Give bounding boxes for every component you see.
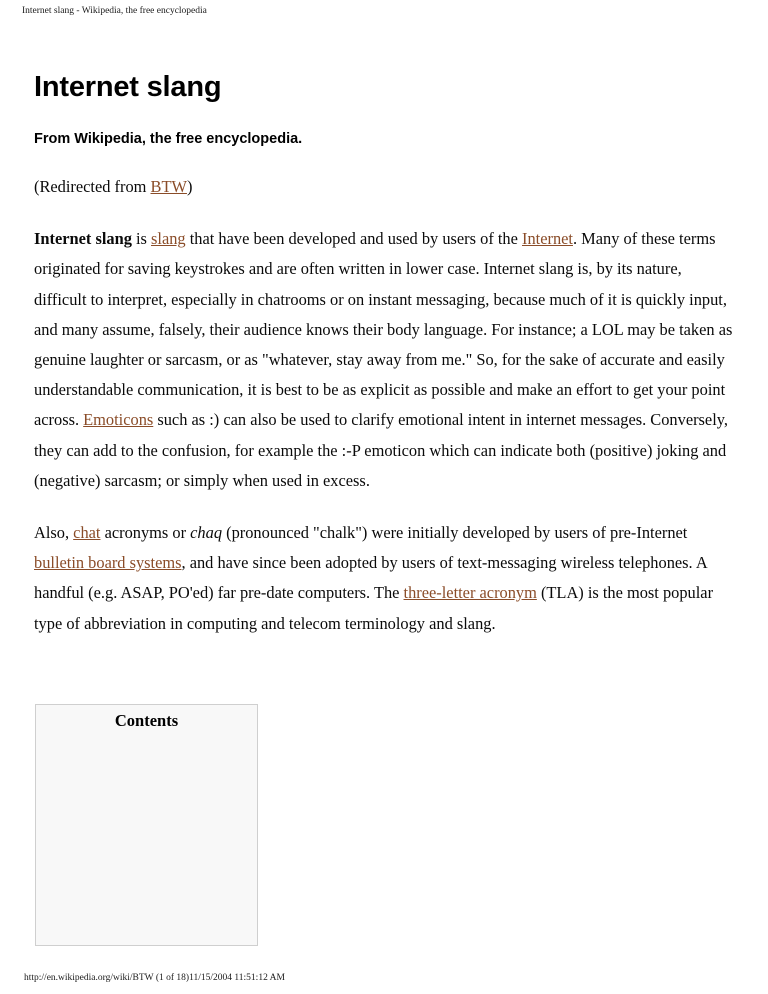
- term-chaq: chaq: [190, 523, 223, 543]
- par1-seg5: such as :) can also be used to clarify emotional intent in internet messages. Conversely, they can add to the confusion, for example the :-P emoticon which can indicate both (positive) joking and (negative) sarcasm; or simply when used in excess.: [34, 410, 728, 490]
- paragraph-intro: [34, 224, 734, 496]
- table-of-contents-title: Contents: [114, 711, 179, 730]
- link-bulletin-board-systems[interactable]: bulletin board systems: [34, 553, 182, 573]
- table-of-contents-box: [35, 704, 258, 946]
- print-footer-url: http://en.wikipedia.org/wiki/BTW (1 of 18)11/15/2004 11:51:12 AM: [24, 973, 285, 983]
- par1-seg2: is: [131, 229, 152, 249]
- par2-seg2: acronyms or: [100, 523, 191, 543]
- link-chat[interactable]: chat: [73, 523, 101, 543]
- par2-seg4: , and have since been adopted by users of text-messaging wireless telephones. A handful (e.g. ASAP, PO'ed) far pre-date computers. The: [34, 553, 707, 603]
- print-header-title: Internet slang - Wikipedia, the free encyclopedia: [22, 6, 207, 16]
- redirect-prefix: (Redirected from: [34, 177, 151, 196]
- link-emoticons[interactable]: Emoticons: [83, 410, 154, 430]
- link-internet[interactable]: Internet: [522, 229, 573, 249]
- article-term: Internet slang: [34, 229, 132, 249]
- par1-seg4: . Many of these terms originated for saving keystrokes and are often written in lower case. Internet slang is, by its nature, difficult to interpret, especially in chatrooms or on instant messaging, because much of it is quickly input, and many assume, falsely, their audience knows their body language. For instance; a LOL may be taken as genuine laughter or sarcasm, or as "whatever, stay away from me." So, for the sake of accurate and easily understandable communication, it is best to be as explicit as possible and make an effort to get your point across.: [34, 229, 733, 430]
- par1-seg3: that have been developed and used by users of the: [185, 229, 522, 249]
- redirect-suffix: ): [186, 177, 193, 196]
- link-three-letter-acronym[interactable]: three-letter acronym: [403, 583, 537, 603]
- par2-seg5: (TLA) is the most popular type of abbreviation in computing and telecom terminology and slang.: [34, 583, 714, 633]
- redirect-note: [34, 172, 734, 202]
- article-content: [34, 70, 734, 661]
- link-btw[interactable]: BTW: [150, 177, 187, 196]
- page-title: Internet slang: [34, 71, 222, 103]
- par2-seg1: Also,: [34, 523, 74, 543]
- par2-seg3: (pronounced "chalk") were initially developed by users of pre-Internet: [222, 523, 688, 543]
- site-tagline: From Wikipedia, the free encyclopedia.: [34, 131, 303, 147]
- link-slang[interactable]: slang: [151, 229, 186, 249]
- paragraph-chat-acronyms: [34, 518, 734, 639]
